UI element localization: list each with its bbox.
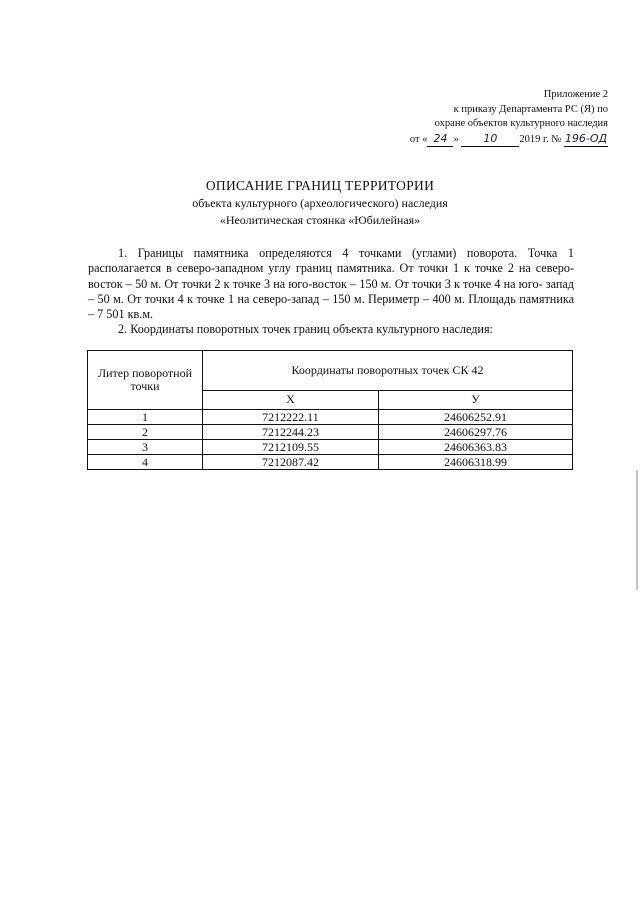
title-main: ОПИСАНИЕ ГРАНИЦ ТЕРРИТОРИИ: [205, 178, 435, 193]
table-row: [88, 455, 573, 470]
cell-point: 3: [88, 440, 203, 455]
cell-x: 7212244.23: [203, 425, 379, 440]
order-reference: к приказу Департамента РС (Я) по: [453, 103, 608, 115]
handwritten-day: 24: [427, 132, 453, 148]
cell-point: 1: [88, 410, 203, 425]
header-coordinates: Координаты поворотных точек СК 42: [203, 351, 573, 391]
scan-edge-mark: [636, 470, 638, 590]
date-mid: »: [453, 133, 459, 145]
title-object-name: «Неолитическая стоянка «Юбилейная»: [219, 213, 421, 227]
handwritten-month: 10: [461, 132, 519, 148]
cell-y: 24606252.91: [378, 410, 572, 425]
cell-x: 7212109.55: [203, 440, 379, 455]
header-y: У: [378, 390, 572, 409]
document-body: [88, 246, 574, 338]
title-object-type: объекта культурного (археологического) наследия: [192, 196, 448, 210]
department-name: охране объектов культурного наследия: [434, 118, 608, 129]
cell-x: 7212222.11: [203, 410, 379, 425]
document-title: [0, 178, 640, 228]
appendix-header: [388, 88, 608, 147]
handwritten-order-number: 196-ОД: [564, 132, 608, 148]
table-row: [88, 410, 573, 425]
cell-x: 7212087.42: [203, 455, 379, 470]
appendix-label: Приложение 2: [543, 89, 608, 100]
header-x: X: [203, 390, 379, 409]
table-row: [88, 440, 573, 455]
cell-y: 24606297.76: [378, 425, 572, 440]
cell-point: 4: [88, 455, 203, 470]
coordinates-table: [87, 350, 573, 470]
cell-y: 24606363.83: [378, 440, 572, 455]
table-row: [88, 425, 573, 440]
order-date-line: [388, 132, 608, 148]
paragraph-boundaries: 1. Границы памятника определяются 4 точками (углами) поворота. Точка 1 располагается в северо-западном углу границ памятника. От точки 1 к точке 2 на северо- восток – 50 м. От точки 2 к точке 3 на юго-восток – 150 м. От точки 3 к точке 4 на юго- запад – 50 м. От точки 4 к точке 1 на северо-запад – 150 м. Периметр – 400 м. Площадь памятника – 7 501 кв.м.: [88, 246, 574, 322]
date-year: 2019 г. №: [519, 133, 562, 145]
paragraph-coordinates-intro: 2. Координаты поворотных точек границ объекта культурного наследия:: [118, 322, 493, 337]
header-point-letter: Литер поворотной точки: [88, 351, 203, 410]
cell-y: 24606318.99: [378, 455, 572, 470]
date-prefix: от «: [409, 133, 428, 145]
cell-point: 2: [88, 425, 203, 440]
